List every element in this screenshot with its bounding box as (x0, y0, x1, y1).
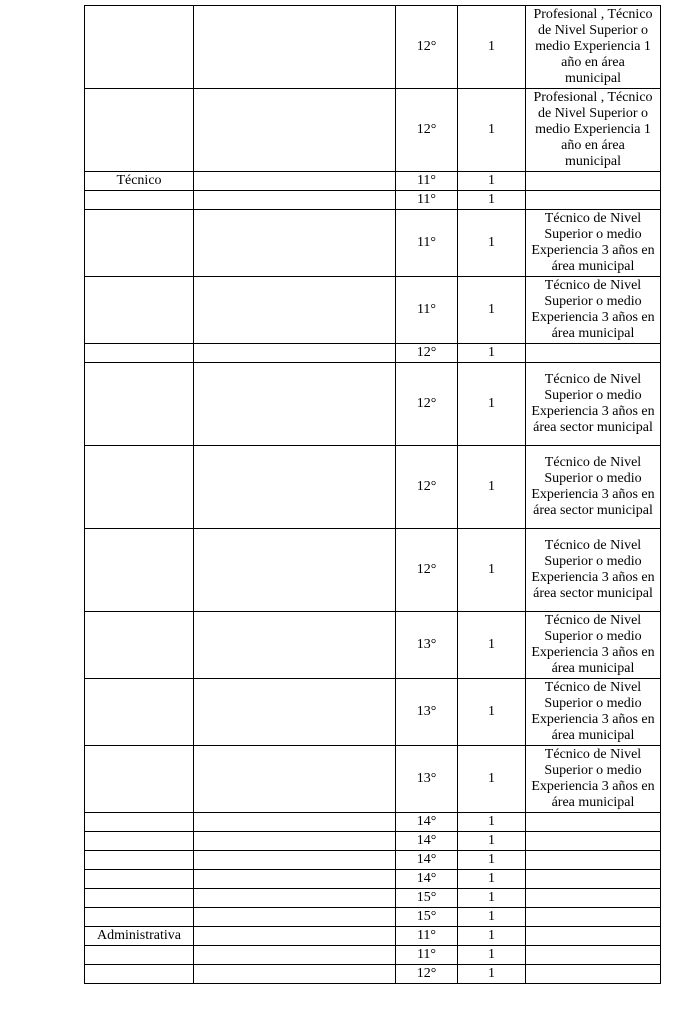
requirements-cell: Técnico de Nivel Superior o medio Experiencia 3 años en área municipal (526, 746, 661, 813)
grade-cell: 12° (396, 446, 458, 529)
count-cell: 1 (458, 89, 526, 172)
requirements-cell: Técnico de Nivel Superior o medio Experiencia 3 años en área sector municipal (526, 363, 661, 446)
count-cell: 1 (458, 746, 526, 813)
grade-cell: 12° (396, 965, 458, 984)
count-cell: 1 (458, 965, 526, 984)
count-cell: 1 (458, 813, 526, 832)
position-cell (194, 832, 396, 851)
grade-cell: 13° (396, 612, 458, 679)
count-cell: 1 (458, 210, 526, 277)
table-row (85, 6, 661, 89)
category-cell (85, 813, 194, 832)
count-cell: 1 (458, 679, 526, 746)
requirements-cell: Técnico de Nivel Superior o medio Experiencia 3 años en área municipal (526, 679, 661, 746)
requirements-cell: Profesional , Técnico de Nivel Superior o medio Experiencia 1 año en área municipal (526, 6, 661, 89)
count-cell: 1 (458, 870, 526, 889)
count-cell: 1 (458, 529, 526, 612)
staffing-table (84, 5, 661, 984)
category-cell (85, 6, 194, 89)
category-cell (85, 889, 194, 908)
table-row (85, 210, 661, 277)
requirements-cell (526, 172, 661, 191)
requirements-cell (526, 851, 661, 870)
requirements-cell (526, 946, 661, 965)
category-cell (85, 191, 194, 210)
grade-cell: 12° (396, 6, 458, 89)
count-cell: 1 (458, 889, 526, 908)
grade-cell: 11° (396, 277, 458, 344)
table-row (85, 679, 661, 746)
requirements-cell (526, 889, 661, 908)
requirements-cell (526, 344, 661, 363)
count-cell: 1 (458, 191, 526, 210)
table-row (85, 908, 661, 927)
grade-cell: 12° (396, 344, 458, 363)
table-row (85, 946, 661, 965)
category-cell (85, 612, 194, 679)
category-cell (85, 746, 194, 813)
position-cell (194, 813, 396, 832)
requirements-cell: Técnico de Nivel Superior o medio Experiencia 3 años en área sector municipal (526, 446, 661, 529)
grade-cell: 11° (396, 172, 458, 191)
count-cell: 1 (458, 277, 526, 344)
category-cell: Técnico (85, 172, 194, 191)
table-row (85, 813, 661, 832)
grade-cell: 14° (396, 813, 458, 832)
category-cell (85, 529, 194, 612)
position-cell (194, 446, 396, 529)
position-cell (194, 965, 396, 984)
position-cell (194, 612, 396, 679)
position-cell (194, 344, 396, 363)
position-cell (194, 889, 396, 908)
count-cell: 1 (458, 908, 526, 927)
requirements-cell (526, 965, 661, 984)
position-cell (194, 679, 396, 746)
table-row (85, 870, 661, 889)
table-row (85, 446, 661, 529)
requirements-cell (526, 813, 661, 832)
position-cell (194, 870, 396, 889)
table-row (85, 832, 661, 851)
category-cell (85, 679, 194, 746)
table-row (85, 965, 661, 984)
requirements-cell: Técnico de Nivel Superior o medio Experiencia 3 años en área sector municipal (526, 529, 661, 612)
count-cell: 1 (458, 832, 526, 851)
requirements-cell (526, 927, 661, 946)
table-row (85, 889, 661, 908)
count-cell: 1 (458, 612, 526, 679)
position-cell (194, 529, 396, 612)
grade-cell: 14° (396, 832, 458, 851)
category-cell (85, 965, 194, 984)
category-cell (85, 89, 194, 172)
count-cell: 1 (458, 6, 526, 89)
table-row (85, 927, 661, 946)
position-cell (194, 6, 396, 89)
table-row (85, 612, 661, 679)
grade-cell: 15° (396, 889, 458, 908)
requirements-cell: Técnico de Nivel Superior o medio Experiencia 3 años en área municipal (526, 277, 661, 344)
grade-cell: 11° (396, 946, 458, 965)
requirements-cell (526, 908, 661, 927)
requirements-cell: Profesional , Técnico de Nivel Superior o medio Experiencia 1 año en área municipal (526, 89, 661, 172)
category-cell (85, 363, 194, 446)
position-cell (194, 746, 396, 813)
category-cell (85, 870, 194, 889)
grade-cell: 14° (396, 870, 458, 889)
table-row (85, 89, 661, 172)
requirements-cell (526, 191, 661, 210)
staffing-table-body (85, 6, 661, 984)
count-cell: 1 (458, 927, 526, 946)
category-cell (85, 946, 194, 965)
category-cell (85, 210, 194, 277)
table-row (85, 191, 661, 210)
grade-cell: 11° (396, 210, 458, 277)
count-cell: 1 (458, 344, 526, 363)
category-cell (85, 851, 194, 870)
count-cell: 1 (458, 851, 526, 870)
count-cell: 1 (458, 446, 526, 529)
position-cell (194, 191, 396, 210)
requirements-cell (526, 870, 661, 889)
category-cell: Administrativa (85, 927, 194, 946)
category-cell (85, 277, 194, 344)
count-cell: 1 (458, 172, 526, 191)
grade-cell: 15° (396, 908, 458, 927)
position-cell (194, 363, 396, 446)
position-cell (194, 89, 396, 172)
category-cell (85, 908, 194, 927)
position-cell (194, 946, 396, 965)
position-cell (194, 927, 396, 946)
position-cell (194, 908, 396, 927)
grade-cell: 12° (396, 529, 458, 612)
table-row (85, 529, 661, 612)
table-row (85, 851, 661, 870)
requirements-cell: Técnico de Nivel Superior o medio Experiencia 3 años en área municipal (526, 612, 661, 679)
position-cell (194, 172, 396, 191)
requirements-cell: Técnico de Nivel Superior o medio Experiencia 3 años en área municipal (526, 210, 661, 277)
table-row (85, 344, 661, 363)
category-cell (85, 832, 194, 851)
table-row (85, 746, 661, 813)
table-row (85, 277, 661, 344)
count-cell: 1 (458, 363, 526, 446)
grade-cell: 12° (396, 363, 458, 446)
grade-cell: 12° (396, 89, 458, 172)
category-cell (85, 344, 194, 363)
count-cell: 1 (458, 946, 526, 965)
requirements-cell (526, 832, 661, 851)
grade-cell: 14° (396, 851, 458, 870)
position-cell (194, 210, 396, 277)
position-cell (194, 277, 396, 344)
table-row (85, 363, 661, 446)
table-row (85, 172, 661, 191)
grade-cell: 13° (396, 746, 458, 813)
grade-cell: 13° (396, 679, 458, 746)
position-cell (194, 851, 396, 870)
category-cell (85, 446, 194, 529)
grade-cell: 11° (396, 927, 458, 946)
grade-cell: 11° (396, 191, 458, 210)
